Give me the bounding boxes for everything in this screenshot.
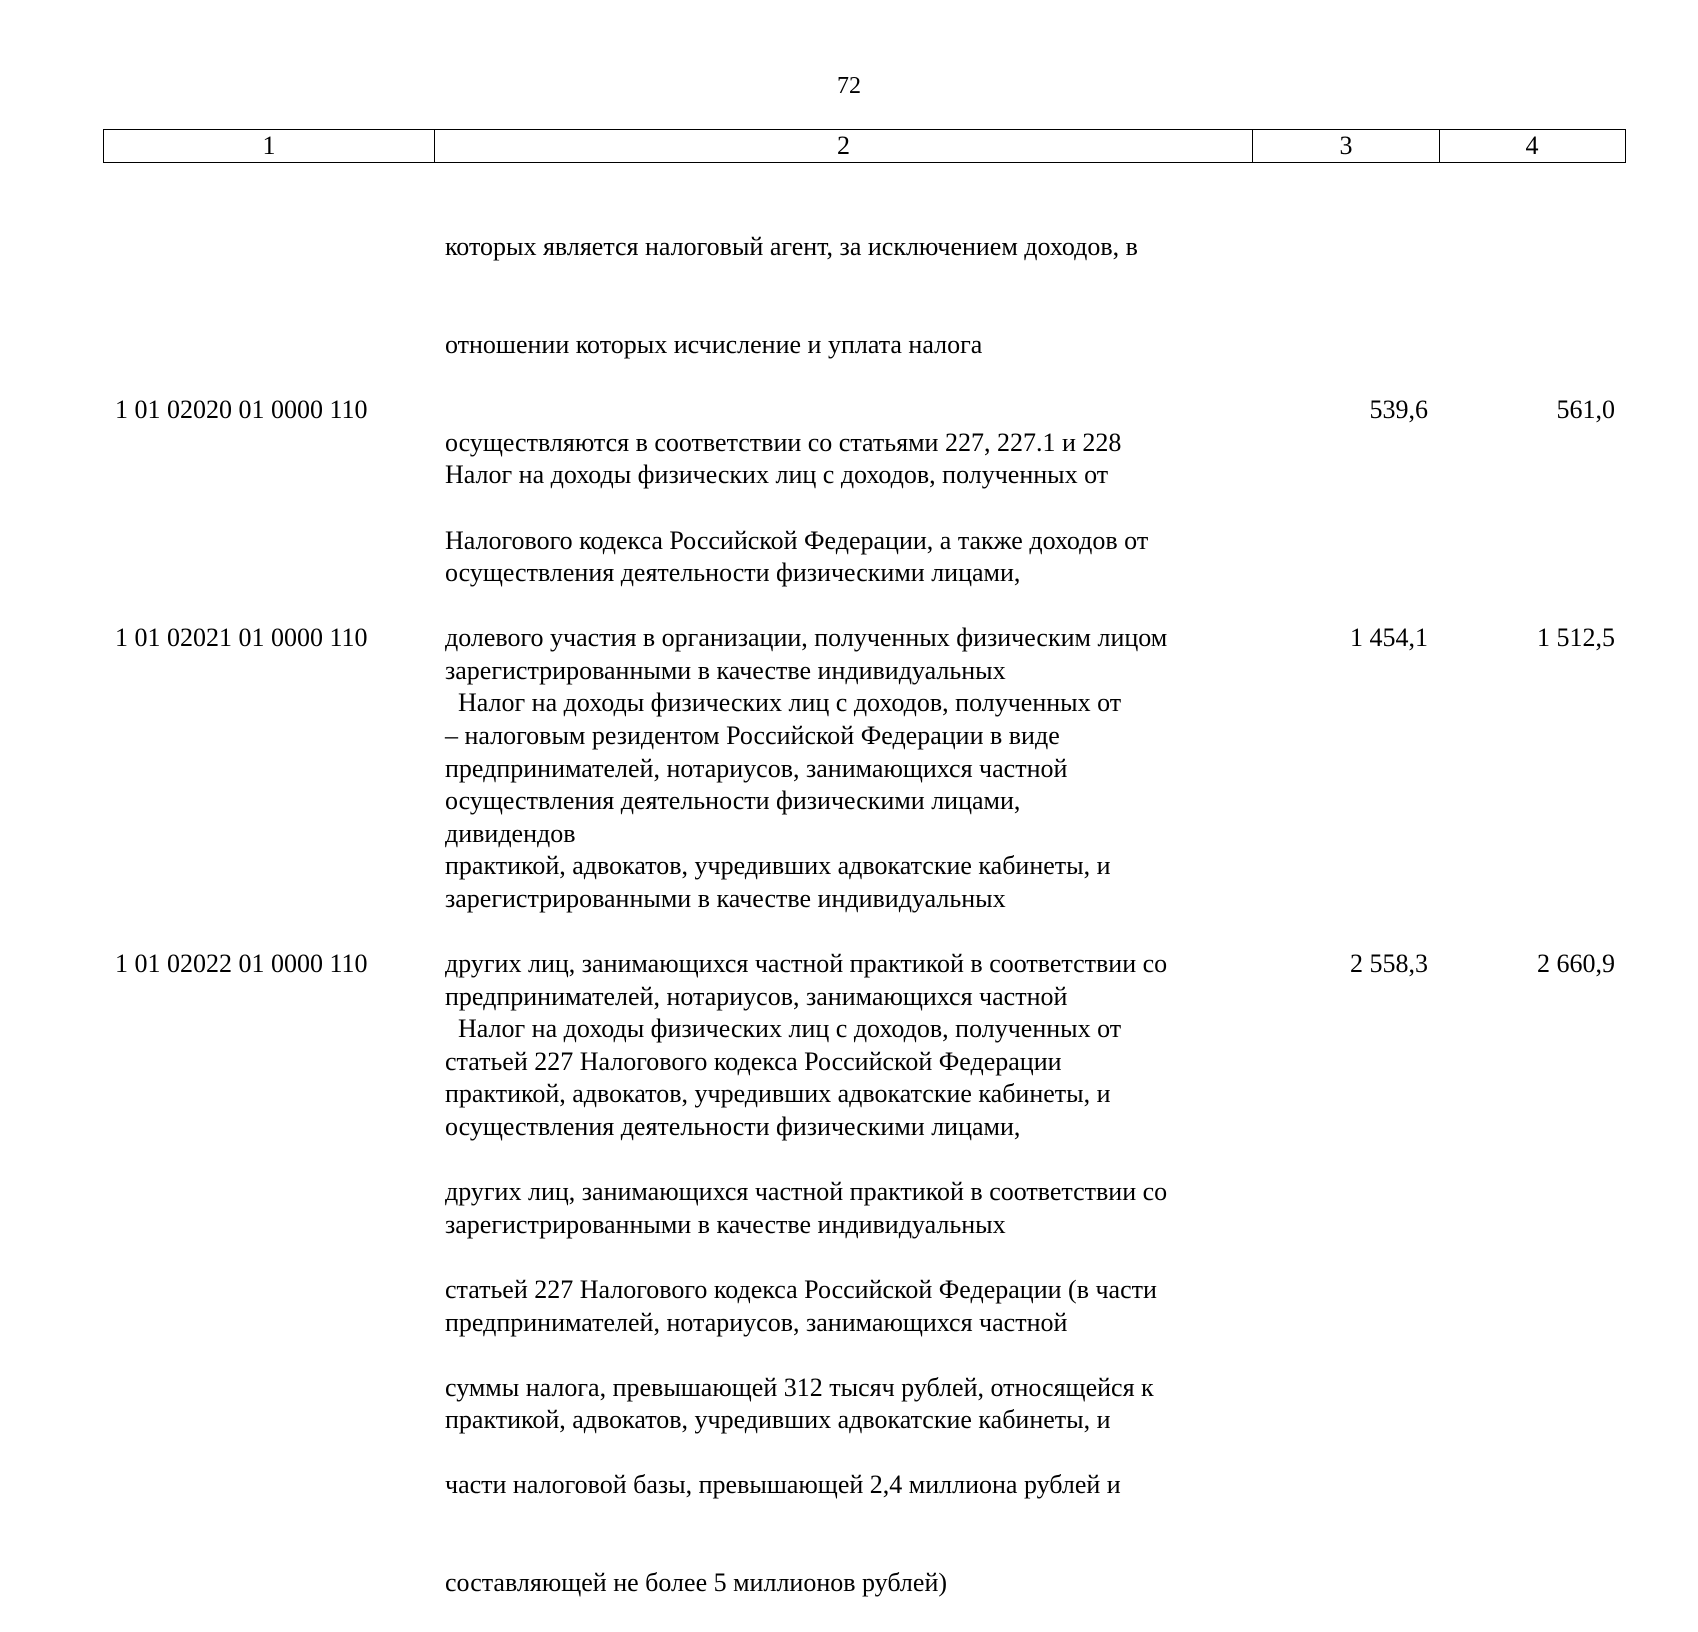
description-line: других лиц, занимающихся частной практикой в соответствии со	[445, 1177, 1168, 1207]
description-line: предпринимателей, нотариусов, занимающихся частной	[445, 981, 1068, 1011]
description-line: зарегистрированными в качестве индивидуальных	[445, 883, 1006, 913]
description-line: практикой, адвокатов, учредивших адвокатские кабинеты, и	[445, 851, 1111, 881]
description-line: которых является налоговый агент, за исключением доходов, в	[445, 232, 1138, 262]
description-line: дивидендов	[445, 818, 576, 848]
description-line: других лиц, занимающихся частной практикой в соответствии со	[445, 949, 1168, 979]
row-code: 1 01 02020 01 0000 110	[115, 395, 368, 424]
row-value-col3: 2 558,3	[1350, 949, 1428, 978]
description-line: практикой, адвокатов, учредивших адвокатские кабинеты, и	[445, 1079, 1111, 1109]
description-line: – налоговым резидентом Российской Федерации в виде	[445, 721, 1060, 751]
header-cell-1: 1	[104, 130, 435, 162]
row-value-col4: 1 512,5	[1537, 623, 1615, 652]
page-number: 72	[837, 73, 861, 99]
description-line: практикой, адвокатов, учредивших адвокатские кабинеты, и	[445, 1405, 1111, 1435]
header-cell-3: 3	[1253, 130, 1440, 162]
description-line: зарегистрированными в качестве индивидуальных	[445, 655, 1006, 685]
description-line: предпринимателей, нотариусов, занимающихся частной	[445, 753, 1068, 783]
row-value-col3: 1 454,1	[1350, 623, 1428, 652]
description-line: Налог на доходы физических лиц с доходов, полученных от	[445, 688, 1122, 718]
description-line: суммы налога, превышающей 312 тысяч рублей, относящейся к	[445, 1372, 1154, 1402]
row-value-col3: 539,6	[1369, 395, 1428, 424]
description-line: долевого участия в организации, полученных физическим лицом	[445, 623, 1168, 653]
description-line: Налог на доходы физических лиц с доходов, полученных от	[445, 460, 1109, 490]
header-cell-2: 2	[435, 130, 1253, 162]
description-line: составляющей не более 5 миллионов рублей)	[445, 1568, 948, 1598]
description-line: предпринимателей, нотариусов, занимающихся частной	[445, 1307, 1068, 1337]
row-code: 1 01 02022 01 0000 110	[115, 949, 368, 978]
description-line: статьей 227 Налогового кодекса Российской Федерации (в части	[445, 1274, 1157, 1304]
description-line: части налоговой базы, превышающей 2,4 миллиона рублей и	[445, 1470, 1121, 1500]
description-line: отношении которых исчисление и уплата налога	[445, 329, 983, 359]
row-description	[445, 948, 1121, 1470]
description-line: статьей 227 Налогового кодекса Российской Федерации	[445, 1046, 1062, 1076]
header-cell-4: 4	[1525, 131, 1539, 160]
description-line: Налог на доходы физических лиц с доходов, полученных от	[445, 1014, 1122, 1044]
row-code: 1 01 02021 01 0000 110	[115, 623, 368, 652]
description-line: зарегистрированными в качестве индивидуальных	[445, 1209, 1006, 1239]
row-value-col4: 2 660,9	[1537, 949, 1615, 978]
table-header-row	[103, 129, 1626, 163]
description-line: осуществляются в соответствии со статьями 227, 227.1 и 228	[445, 427, 1122, 457]
description-line: осуществления деятельности физическими лицами,	[445, 1111, 1021, 1141]
description-line: осуществления деятельности физическими лицами,	[445, 785, 1021, 815]
description-line: осуществления деятельности физическими лицами,	[445, 557, 1021, 587]
row-value-col4: 561,0	[1556, 395, 1615, 424]
description-line: Налогового кодекса Российской Федерации, а также доходов от	[445, 525, 1149, 555]
